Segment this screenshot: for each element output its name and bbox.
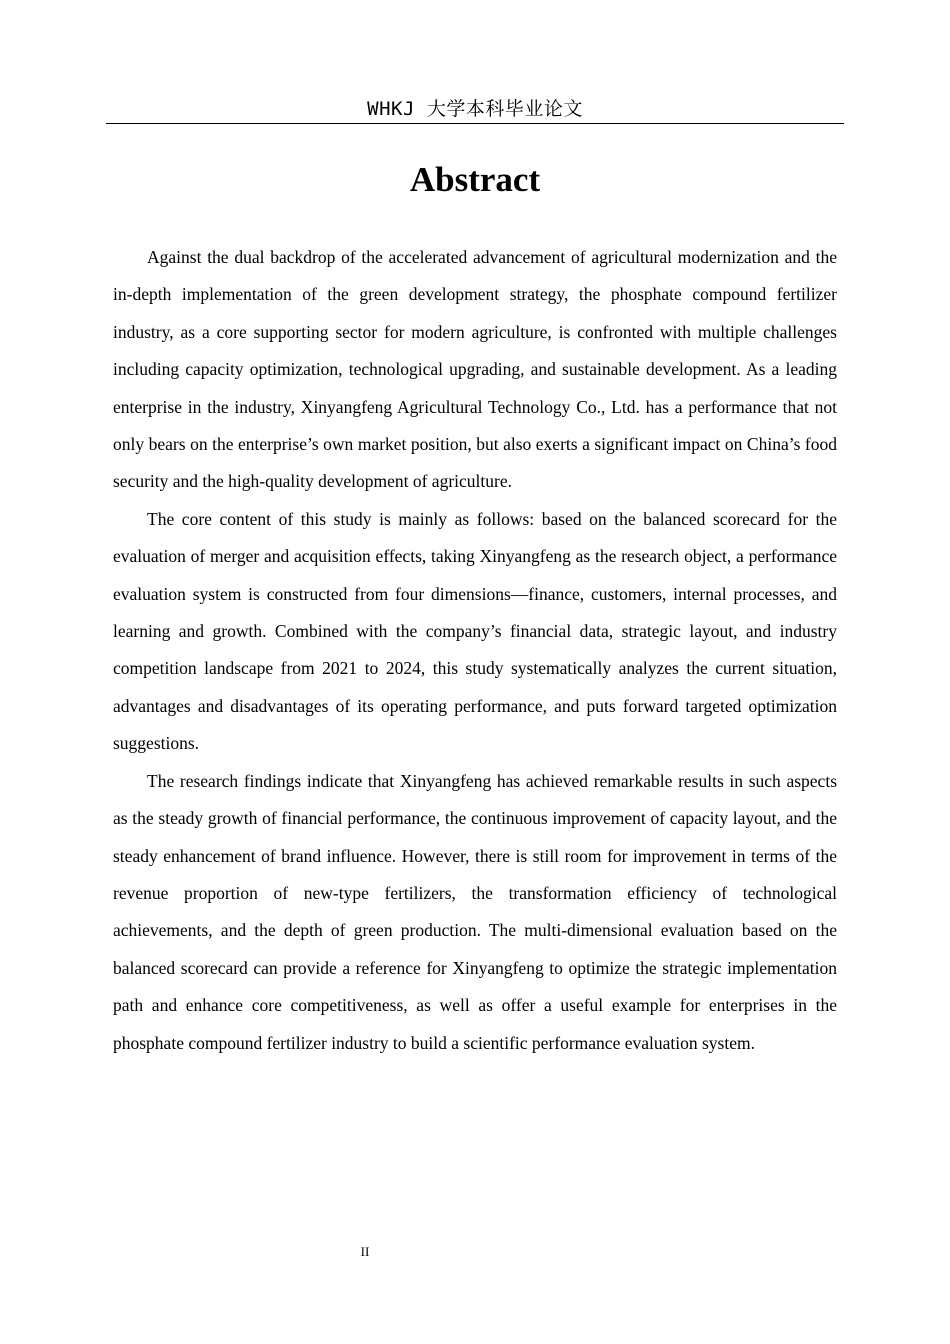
- page-title: Abstract: [409, 160, 541, 199]
- page-header: [106, 96, 844, 124]
- abstract-body: [113, 239, 837, 1062]
- abstract-paragraph-1: Against the dual backdrop of the accelerated advancement of agricultural modernization and the in-depth implementation of the green development strategy, the phosphate compound fertilizer industry, as a core supporting sector for modern agriculture, is confronted with multiple challenges including capacity optimization, technological upgrading, and sustainable development. As a leading enterprise in the industry, Xinyangfeng Agricultural Technology Co., Ltd. has a performance that not only bears on the enterprise’s own market position, but also exerts a significant impact on China’s food security and the high-quality development of agriculture.: [113, 247, 837, 492]
- page-number: II: [360, 1244, 370, 1259]
- header-title: WHKJ 大学本科毕业论文: [367, 98, 583, 120]
- abstract-paragraph-3: The research findings indicate that Xinyangfeng has achieved remarkable results in such aspects as the steady growth of financial performance, the continuous improvement of capacity layout, and the steady enhancement of brand influence. However, there is still room for improvement in terms of the revenue proportion of new-type fertilizers, the transformation efficiency of technological achievements, and the depth of green production. The multi-dimensional evaluation based on the balanced scorecard can provide a reference for Xinyangfeng to optimize the strategic implementation path and enhance core competitiveness, as well as offer a useful example for enterprises in the phosphate compound fertilizer industry to build a scientific performance evaluation system.: [113, 770, 837, 1053]
- abstract-paragraph-2: The core content of this study is mainly as follows: based on the balanced scorecard for the evaluation of merger and acquisition effects, taking Xinyangfeng as the research object, a performance evaluation system is constructed from four dimensions—finance, customers, internal processes, and learning and growth. Combined with the company’s financial data, strategic layout, and industry competition landscape from 2021 to 2024, this study systematically analyzes the current situation, advantages and disadvantages of its operating performance, and puts forward targeted optimization suggestions.: [113, 508, 837, 754]
